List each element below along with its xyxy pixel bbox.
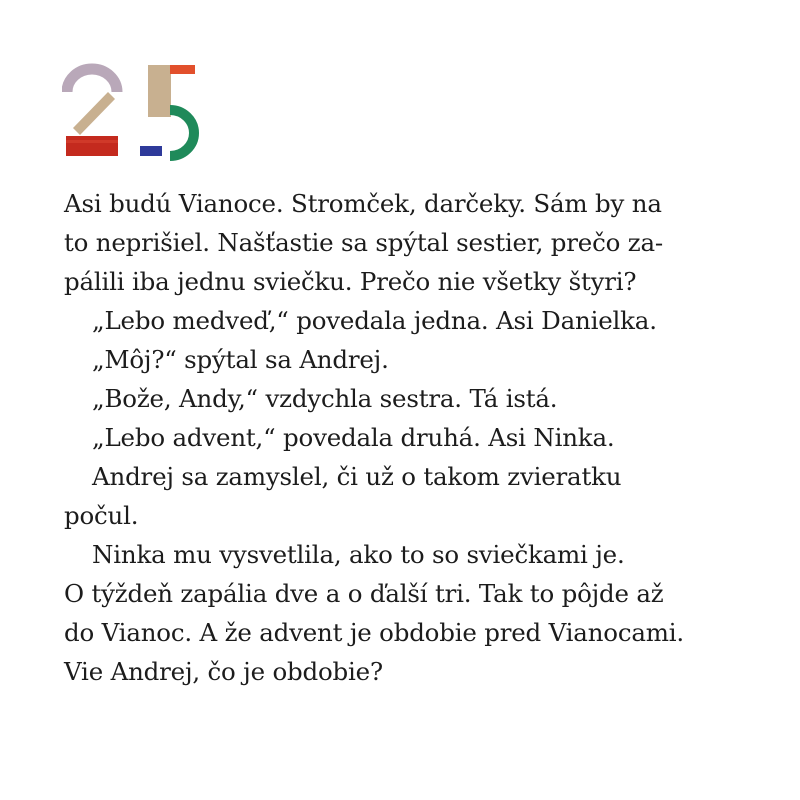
text-line: O týždeň zapália dve a o ďalší tri. Tak to pôjde až [64,579,664,608]
text-line: to neprišiel. Našťastie sa spýtal sestier, prečo za- [64,228,663,257]
text-line: „Lebo advent,“ povedala druhá. Asi Ninka. [92,423,615,452]
text-line: Ninka mu vysvetlila, ako to so sviečkami je. [92,540,625,569]
text-line: počul. [64,501,139,530]
text-line: „Môj?“ spýtal sa Andrej. [92,345,389,374]
page-number [62,62,202,166]
text-line: „Lebo medveď,“ povedala jedna. Asi Danielka. [92,306,657,335]
text-line: „Bože, Andy,“ vzdychla sestra. Tá istá. [92,384,558,413]
text-line: Vie Andrej, čo je obdobie? [64,657,383,686]
text-line: Asi budú Vianoce. Stromček, darčeky. Sám by na [64,189,662,218]
page-number-collage [62,62,202,166]
text-line: do Vianoc. A že advent je obdobie pred Vianocami. [64,618,685,647]
story-text [64,184,754,691]
text-line: Andrej sa zamyslel, či už o takom zvieratku [92,462,622,491]
text-line: pálili iba jednu sviečku. Prečo nie všetky štyri? [64,267,637,296]
